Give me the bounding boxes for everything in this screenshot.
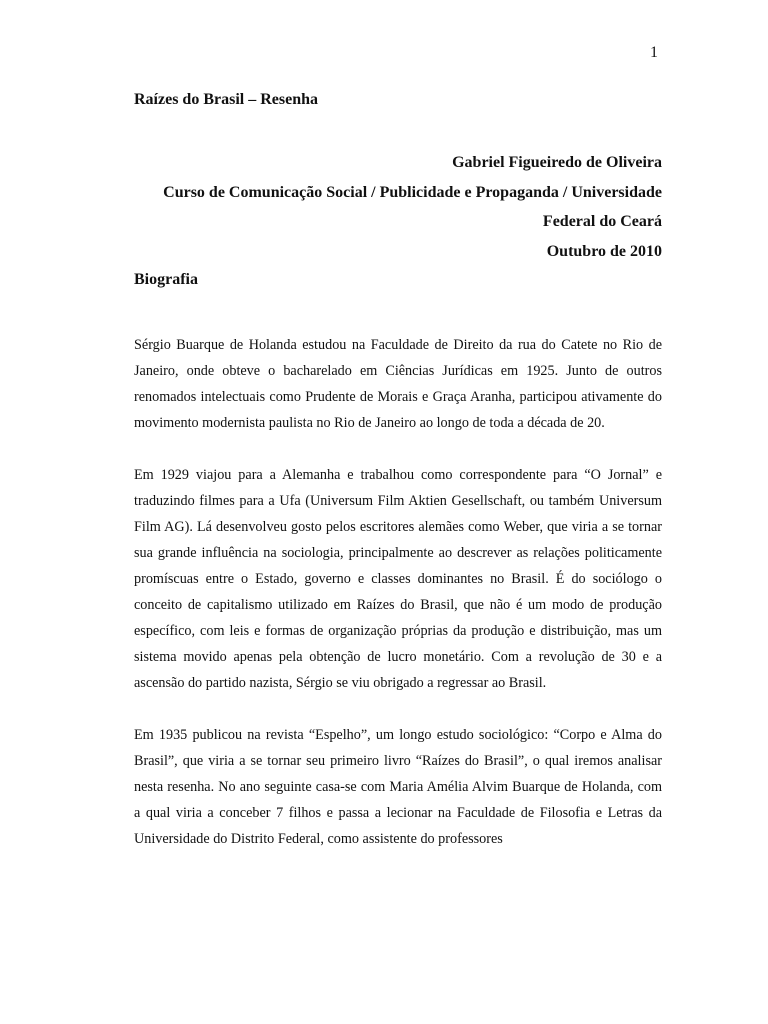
author-name: Gabriel Figueiredo de Oliveira bbox=[452, 154, 662, 171]
author-block bbox=[134, 148, 662, 266]
paragraph: Em 1929 viajou para a Alemanha e trabalhou como correspondente para “O Jornal” e traduzindo filmes para a Ufa (Universum Film Aktien Gesellschaft, ou também Universum Film AG). Lá desenvolveu gosto pelos escritores alemães como Weber, que viria a se tornar sua grande influência na sociologia, principalmente ao descrever as relações politicamente promíscuas entre o Estado, governo e classes dominantes no Brasil. É do sociólogo o conceito de capitalismo utilizado em Raízes do Brasil, que não é um modo de produção específico, com leis e formas de organização próprias da produção e distribuição, mas um sistema movido apenas pela obtenção de lucro monetário. Com a revolução de 30 e a ascensão do partido nazista, Sérgio se viu obrigado a regressar ao Brasil. bbox=[134, 467, 662, 691]
section-heading: Biografia bbox=[134, 271, 198, 288]
page-number: 1 bbox=[650, 44, 658, 61]
paragraph: Sérgio Buarque de Holanda estudou na Faculdade de Direito da rua do Catete no Rio de Janeiro, onde obteve o bacharelado em Ciências Jurídicas em 1925. Junto de outros renomados intelectuais como Prudente de Morais e Graça Aranha, participou ativamente do movimento modernista paulista no Rio de Janeiro ao longo de toda a década de 20. bbox=[134, 337, 662, 431]
author-course-line1: Curso de Comunicação Social / Publicidade e Propaganda / Universidade bbox=[163, 183, 662, 201]
author-course-line2: Federal do Ceará bbox=[542, 213, 662, 230]
document-title: Raízes do Brasil – Resenha bbox=[134, 91, 318, 108]
paragraph: Em 1935 publicou na revista “Espelho”, um longo estudo sociológico: “Corpo e Alma do Brasil”, que viria a se tornar seu primeiro livro “Raízes do Brasil”, o qual iremos analisar nesta resenha. No ano seguinte casa-se com Maria Amélia Alvim Buarque de Holanda, com a qual viria a conceber 7 filhos e passa a lecionar na Faculdade de Filosofia e Letras da Universidade do Distrito Federal, como assistente do professores bbox=[134, 727, 662, 847]
body-text bbox=[134, 332, 662, 878]
author-date: Outubro de 2010 bbox=[546, 242, 662, 260]
